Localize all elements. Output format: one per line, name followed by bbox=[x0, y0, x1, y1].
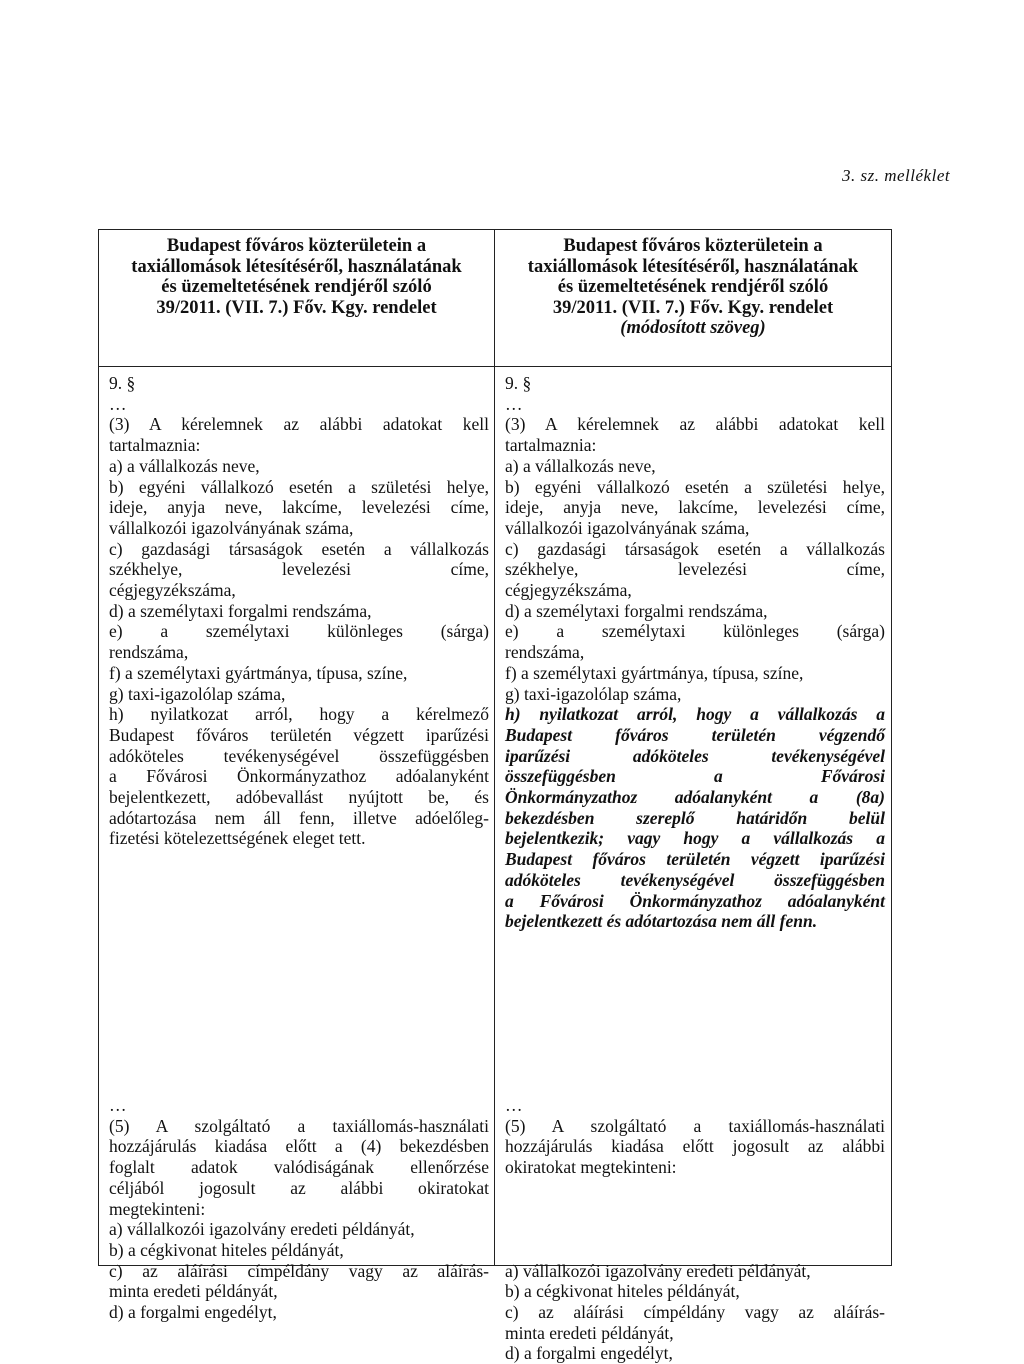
right-column-para5 bbox=[505, 1095, 885, 1364]
text-line: a) a vállalkozás neve, bbox=[109, 455, 260, 476]
text-line: vállalkozói igazolványának száma, bbox=[109, 517, 354, 538]
ellipsis: … bbox=[109, 1095, 127, 1115]
text-line: d) a személytaxi forgalmi rendszáma, bbox=[109, 600, 372, 621]
text-line: fizetési kötelezettségének eleget tett. bbox=[109, 828, 366, 849]
text-line: (5) A szolgáltató a taxiállomás-használati bbox=[505, 1115, 885, 1136]
text-line: a) vállalkozói igazolvány eredeti példányát, bbox=[505, 1260, 811, 1281]
text-line: b) a cégkivonat hiteles példányát, bbox=[109, 1239, 344, 1260]
amended-text-line: iparűzési adóköteles tevékenységével bbox=[505, 745, 885, 766]
text-line: c) gazdasági társaságok esetén a vállalkozás bbox=[505, 538, 885, 559]
text-line: foglalt adatok valódiságának ellenőrzése bbox=[109, 1157, 489, 1178]
right-column-header bbox=[495, 236, 891, 339]
text-line: cégjegyzékszáma, bbox=[505, 580, 632, 601]
text-line: b) egyéni vállalkozó esetén a születési helye, bbox=[109, 476, 489, 497]
text-line: (5) A szolgáltató a taxiállomás-használati bbox=[109, 1115, 489, 1136]
text-line: a) vállalkozói igazolvány eredeti példányát, bbox=[109, 1219, 415, 1240]
text-line: ideje, anyja neve, lakcíme, levelezési címe, bbox=[109, 497, 489, 518]
text-line: székhelye, levelezési címe, bbox=[505, 559, 885, 580]
amended-text-line: a Fővárosi Önkormányzathoz adóalanyként bbox=[505, 890, 885, 911]
header-line: és üzemeltetésének rendjéről szóló bbox=[161, 277, 432, 297]
text-line: g) taxi-igazolólap száma, bbox=[109, 683, 286, 704]
annex-label: 3. sz. melléklet bbox=[842, 166, 951, 185]
amended-text-line: Budapest főváros területén végzett iparűzési bbox=[505, 849, 885, 870]
text-line: c) gazdasági társaságok esetén a vállalkozás bbox=[109, 538, 489, 559]
text-line: tartalmaznia: bbox=[505, 435, 597, 456]
text-line: (3) A kérelemnek az alábbi adatokat kell bbox=[109, 414, 489, 435]
text-line: f) a személytaxi gyártmánya, típusa, színe, bbox=[505, 662, 804, 683]
left-column-para5 bbox=[109, 1095, 489, 1323]
text-line: f) a személytaxi gyártmánya, típusa, színe, bbox=[109, 662, 408, 683]
text-line: székhelye, levelezési címe, bbox=[109, 559, 489, 580]
text-line: d) a forgalmi engedélyt, bbox=[109, 1302, 277, 1323]
amended-text-line: h) nyilatkozat arról, hogy a vállalkozás a bbox=[505, 704, 885, 725]
text-line: cégjegyzékszáma, bbox=[109, 580, 236, 601]
text-line: d) a forgalmi engedélyt, bbox=[505, 1343, 673, 1364]
text-line: Budapest főváros területén végzett iparűzési bbox=[109, 724, 489, 745]
text-line: c) az aláírási címpéldány vagy az aláírás- bbox=[505, 1301, 885, 1322]
text-line: céljából jogosult az alábbi okiratokat bbox=[109, 1177, 489, 1198]
left-column-body bbox=[109, 373, 489, 849]
text-line: ideje, anyja neve, lakcíme, levelezési címe, bbox=[505, 497, 885, 518]
header-line: taxiállomások létesítéséről, használatának bbox=[527, 256, 859, 277]
header-line: 39/2011. (VII. 7.) Főv. Kgy. rendelet bbox=[156, 297, 437, 318]
amended-text-line: Önkormányzathoz adóalanyként a (8a) bbox=[505, 787, 885, 808]
text-line: adóköteles tevékenységével összefüggésben bbox=[109, 745, 489, 766]
section-number: 9. § bbox=[505, 373, 532, 393]
header-line: és üzemeltetésének rendjéről szóló bbox=[557, 277, 829, 297]
text-line: a) a vállalkozás neve, bbox=[505, 455, 656, 476]
header-divider bbox=[99, 366, 891, 367]
ellipsis: … bbox=[109, 393, 127, 414]
text-line: megtekinteni: bbox=[109, 1198, 206, 1219]
text-line: rendszáma, bbox=[109, 642, 189, 663]
header-line: taxiállomások létesítéséről, használatának bbox=[131, 256, 462, 277]
amended-text-line: Budapest főváros területén végzendő bbox=[505, 724, 885, 745]
text-line: b) a cégkivonat hiteles példányát, bbox=[505, 1281, 740, 1302]
text-line: okiratokat megtekinteni: bbox=[505, 1157, 677, 1178]
ellipsis: … bbox=[505, 1095, 523, 1115]
ellipsis: … bbox=[505, 393, 523, 414]
amended-text-line: bekezdésben szereplő határidőn belül bbox=[505, 807, 885, 828]
header-line: Budapest főváros közterületein a bbox=[563, 236, 823, 256]
text-line: (3) A kérelemnek az alábbi adatokat kell bbox=[505, 414, 885, 435]
left-column-header bbox=[99, 236, 494, 318]
amended-text-line: bejelentkezik; vagy hogy a vállalkozás a bbox=[505, 828, 885, 849]
text-line: bejelentkezett, adóbevallást nyújtott be, és bbox=[109, 787, 489, 808]
text-line: vállalkozói igazolványának száma, bbox=[505, 517, 750, 538]
text-line: minta eredeti példányát, bbox=[109, 1281, 278, 1302]
text-line: d) a személytaxi forgalmi rendszáma, bbox=[505, 600, 768, 621]
text-line: g) taxi-igazolólap száma, bbox=[505, 683, 682, 704]
column-divider bbox=[494, 230, 495, 1265]
comparison-table bbox=[98, 229, 892, 1364]
text-line: hozzájárulás kiadása előtt a (4) bekezdésben bbox=[109, 1136, 489, 1157]
text-line: e) a személytaxi különleges (sárga) bbox=[109, 621, 489, 642]
header-line: Budapest főváros közterületein a bbox=[166, 236, 427, 256]
header-line: 39/2011. (VII. 7.) Főv. Kgy. rendelet bbox=[552, 297, 834, 318]
section-number: 9. § bbox=[109, 373, 136, 393]
amended-text-line: összefüggésben a Fővárosi bbox=[505, 766, 885, 787]
text-line: e) a személytaxi különleges (sárga) bbox=[505, 621, 885, 642]
text-line: rendszáma, bbox=[505, 642, 585, 663]
text-line: minta eredeti példányát, bbox=[505, 1322, 674, 1343]
right-column-body bbox=[505, 373, 885, 932]
modified-text-note: (módosított szöveg) bbox=[620, 318, 766, 338]
text-line: b) egyéni vállalkozó esetén a születési helye, bbox=[505, 476, 885, 497]
text-line: h) nyilatkozat arról, hogy a kérelmező bbox=[109, 704, 489, 725]
text-line: c) az aláírási címpéldány vagy az aláírás- bbox=[109, 1260, 489, 1281]
text-line: hozzájárulás kiadása előtt jogosult az alábbi bbox=[505, 1136, 885, 1157]
amended-text-line: bejelentkezett és adótartozása nem áll fenn. bbox=[505, 911, 818, 932]
amended-text-line: adóköteles tevékenységével összefüggésben bbox=[505, 869, 885, 890]
text-line: adótartozása nem áll fenn, illetve adóelőleg- bbox=[109, 807, 489, 828]
text-line: a Fővárosi Önkormányzathoz adóalanyként bbox=[109, 766, 489, 787]
text-line: tartalmaznia: bbox=[109, 435, 201, 456]
